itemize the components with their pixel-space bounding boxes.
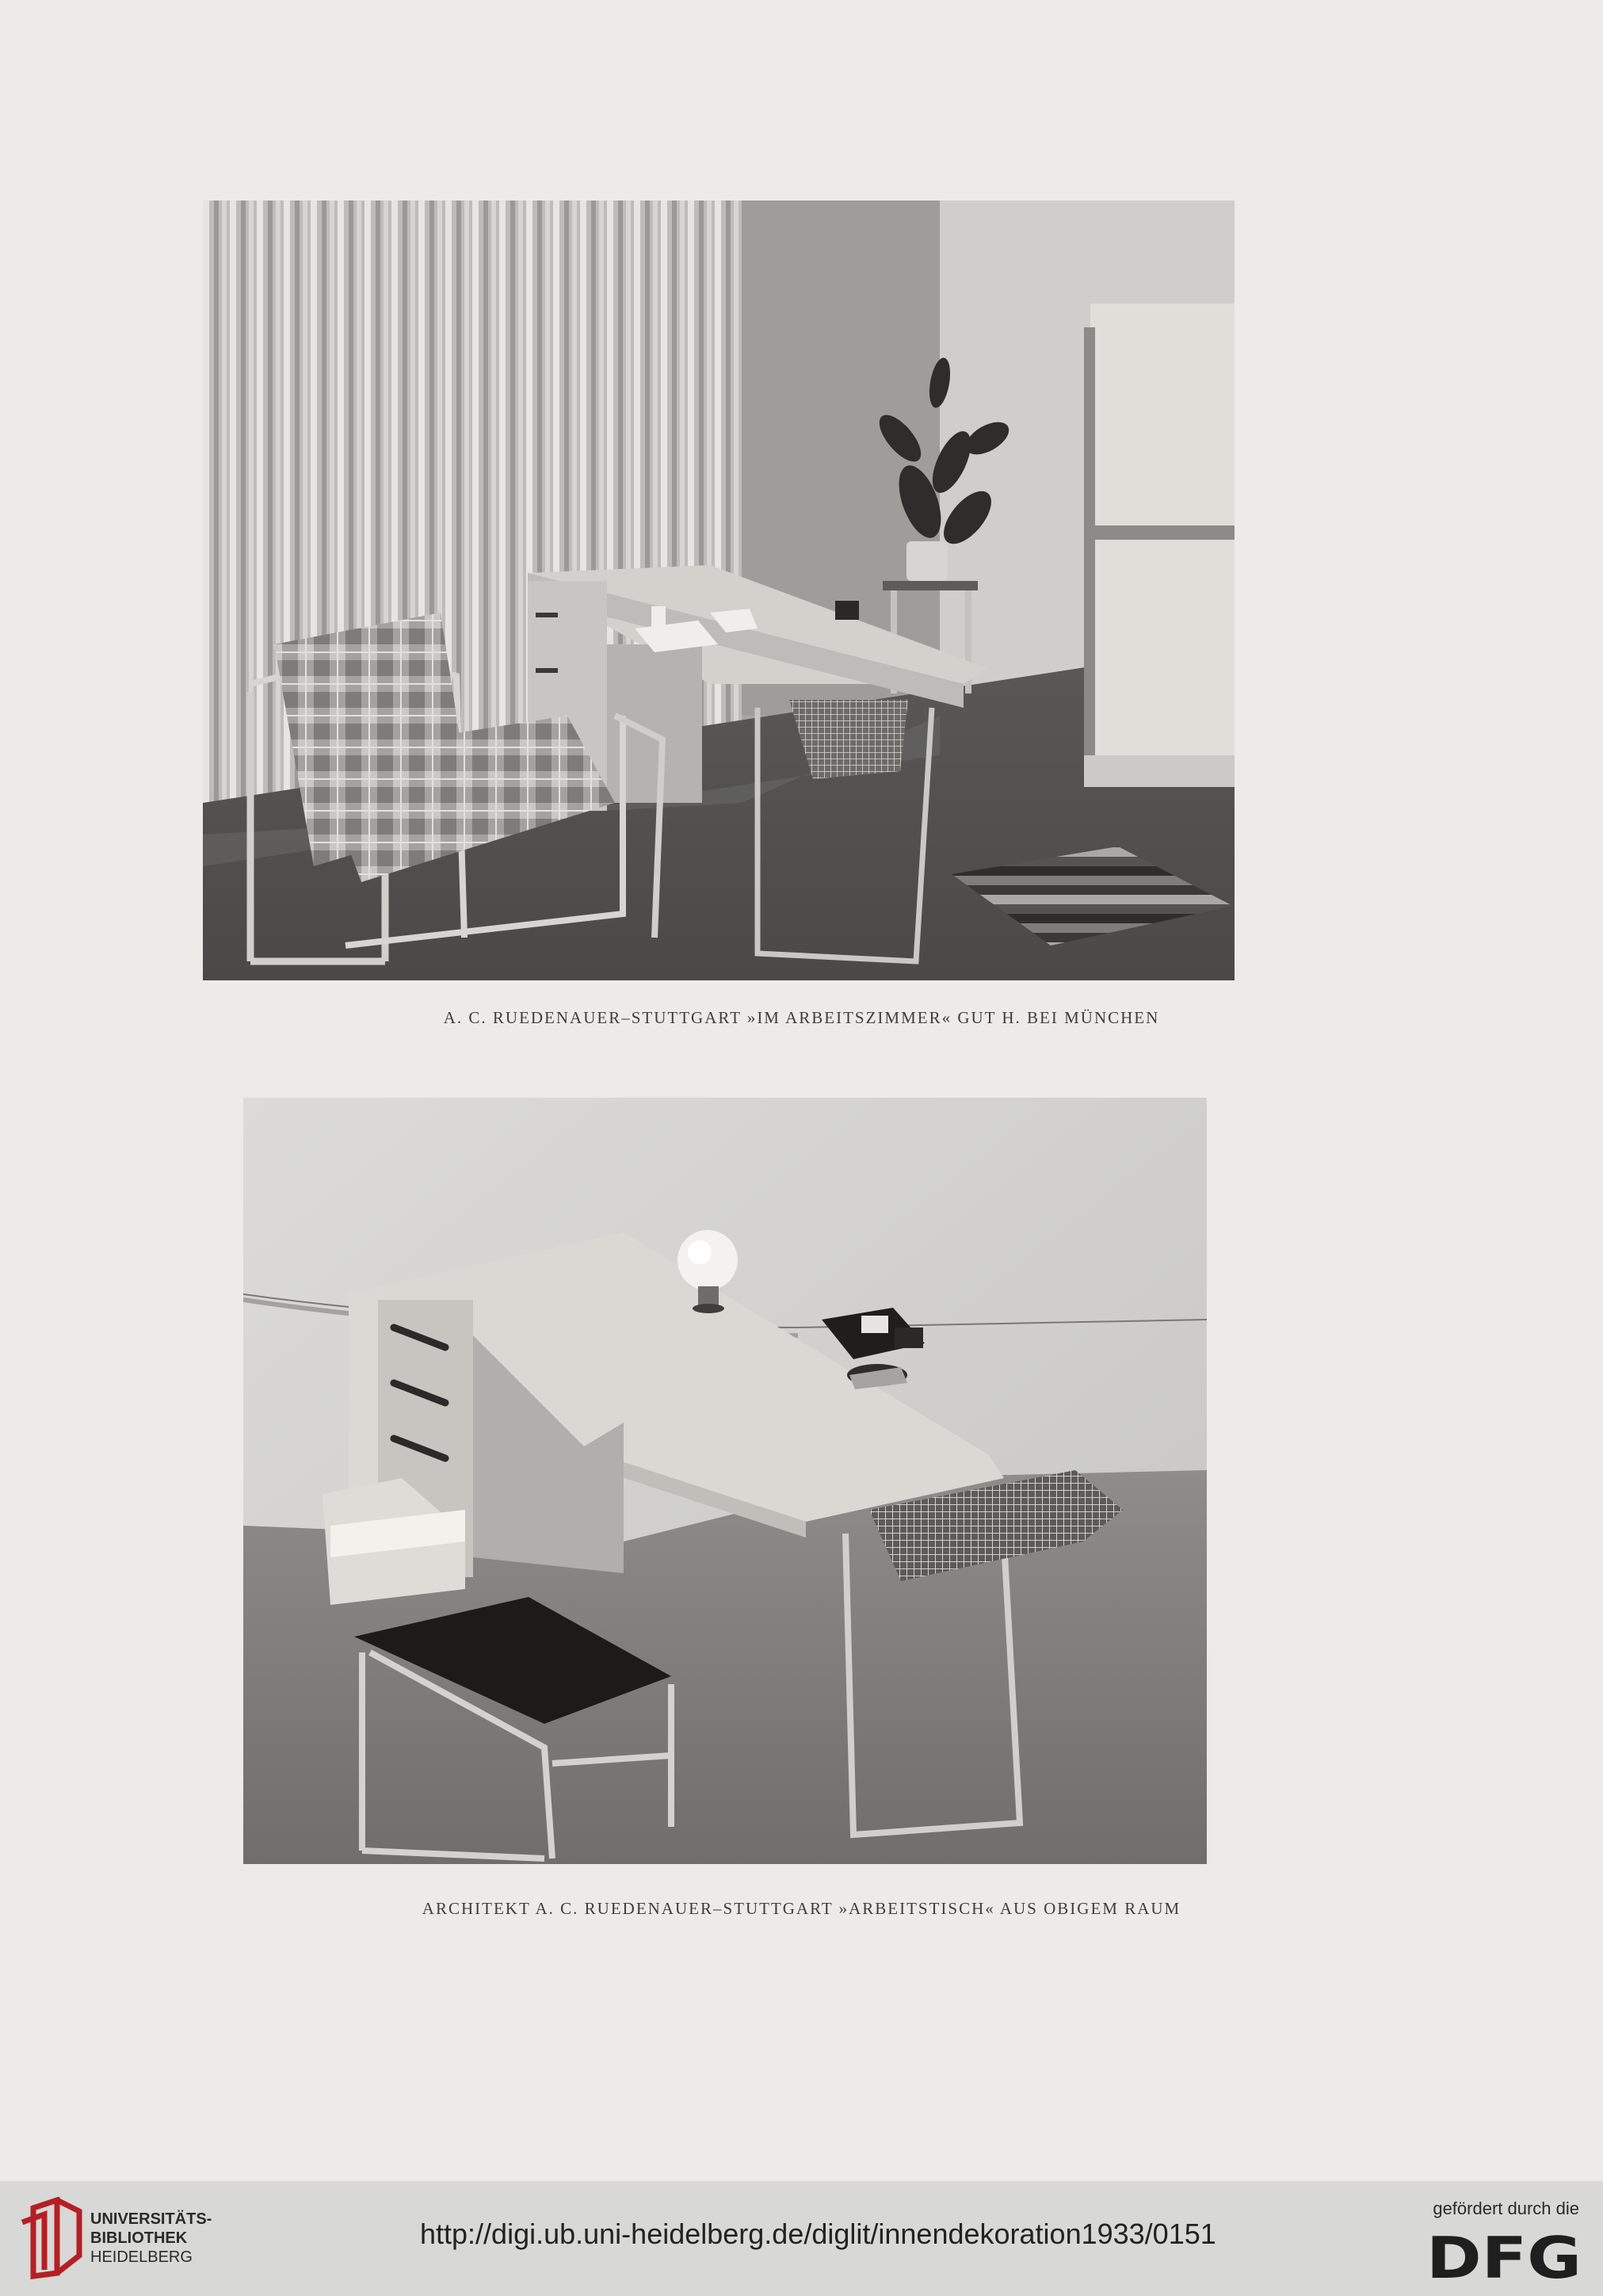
permalink-url[interactable]: http://digi.ub.uni-heidelberg.de/diglit/innendekoration1933/0151 bbox=[420, 2218, 1216, 2250]
library-name-line1: UNIVERSITÄTS- bbox=[90, 2210, 212, 2228]
library-name-line2: BIBLIOTHEK bbox=[90, 2229, 188, 2247]
photo-study-room bbox=[203, 201, 1235, 980]
funded-by-label: gefördert durch die bbox=[1433, 2199, 1579, 2218]
plate-caption: A. C. RUEDENAUER–STUTTGART »IM ARBEITSZIMMER« GUT H. BEI MÜNCHEN bbox=[443, 1008, 1160, 1027]
university-library-logo-icon bbox=[17, 2197, 87, 2279]
dfg-logo-text: DFG bbox=[1426, 2230, 1582, 2283]
digitization-footer bbox=[0, 2181, 1603, 2296]
dfg-logo-icon bbox=[1426, 2230, 1582, 2283]
plate-caption: ARCHITEKT A. C. RUEDENAUER–STUTTGART »ARBEITSTISCH« AUS OBIGEM RAUM bbox=[422, 1899, 1181, 1918]
photo-writing-desk bbox=[243, 1098, 1207, 1864]
library-name-line3: HEIDELBERG bbox=[90, 2248, 193, 2266]
library-name bbox=[90, 2210, 212, 2267]
